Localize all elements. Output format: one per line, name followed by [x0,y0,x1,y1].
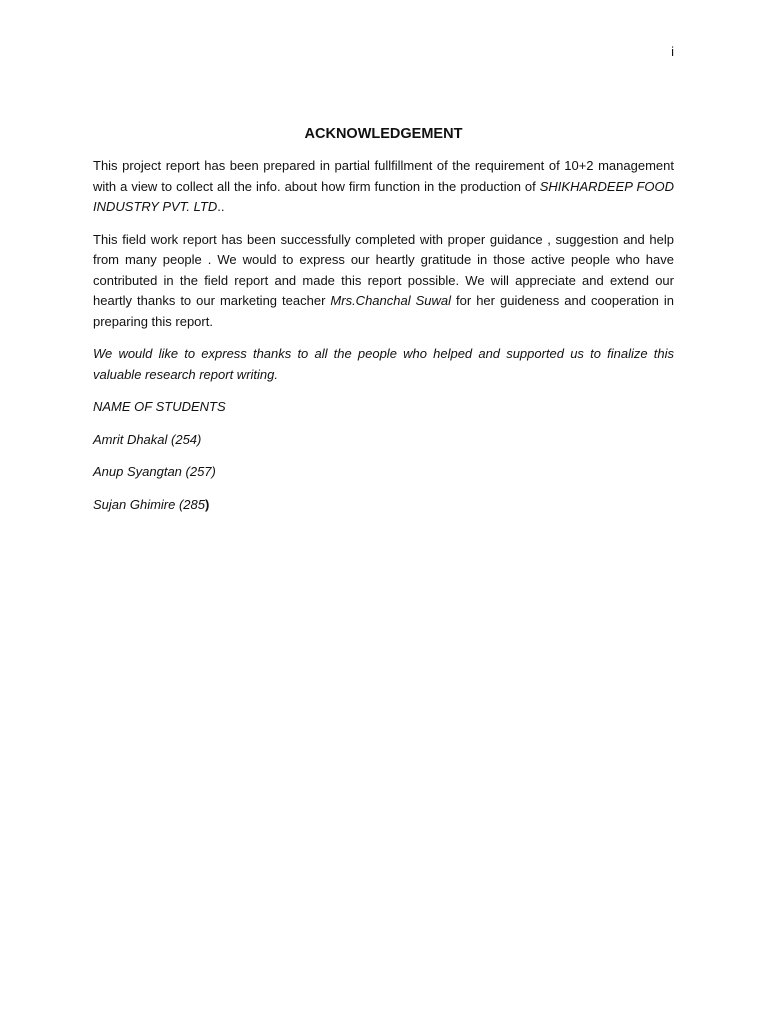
gratitude-end: for her guideness and cooperation in preparing this report. [93,293,674,329]
student-name-3-text: Sujan Ghimire (285 [93,496,205,512]
student-name-3 [93,495,674,516]
student-name-1: Amrit Dhakal (254) [93,431,202,447]
closing-parenthesis: ) [205,496,210,512]
teacher-name: Mrs.Chanchal Suwal [330,293,452,308]
company-name: SHIKHARDEEP FOOD INDUSTRY PVT. LTD [93,178,674,214]
student-name-2: Anup Syangtan (257) [93,464,216,479]
document-body [93,124,674,527]
thanks-paragraph: We would like to express thanks to all the people who helped and supported us to finalize this valuable research report writing. [93,346,674,382]
intro-end: .. [217,199,225,214]
intro-paragraph [93,156,674,218]
gratitude-paragraph [93,230,674,333]
intro-text: This project report has been prepared in partial fullfillment of the requirement of 10+2 management with a view to collect all the info. about how firm function in the production of [93,158,674,194]
gratitude-text: This field work report has been successfully completed with proper guidance , suggestion and help from many people . We would to express our heartly gratitude in those active people who have contributed in the field report and made this report possible. We will appreciate and extend our heartly thanks to our marketing teacher [93,231,674,308]
page-number: i [671,44,674,59]
students-heading: NAME OF STUDENTS [93,399,226,414]
page-title: ACKNOWLEDGEMENT [304,126,463,142]
